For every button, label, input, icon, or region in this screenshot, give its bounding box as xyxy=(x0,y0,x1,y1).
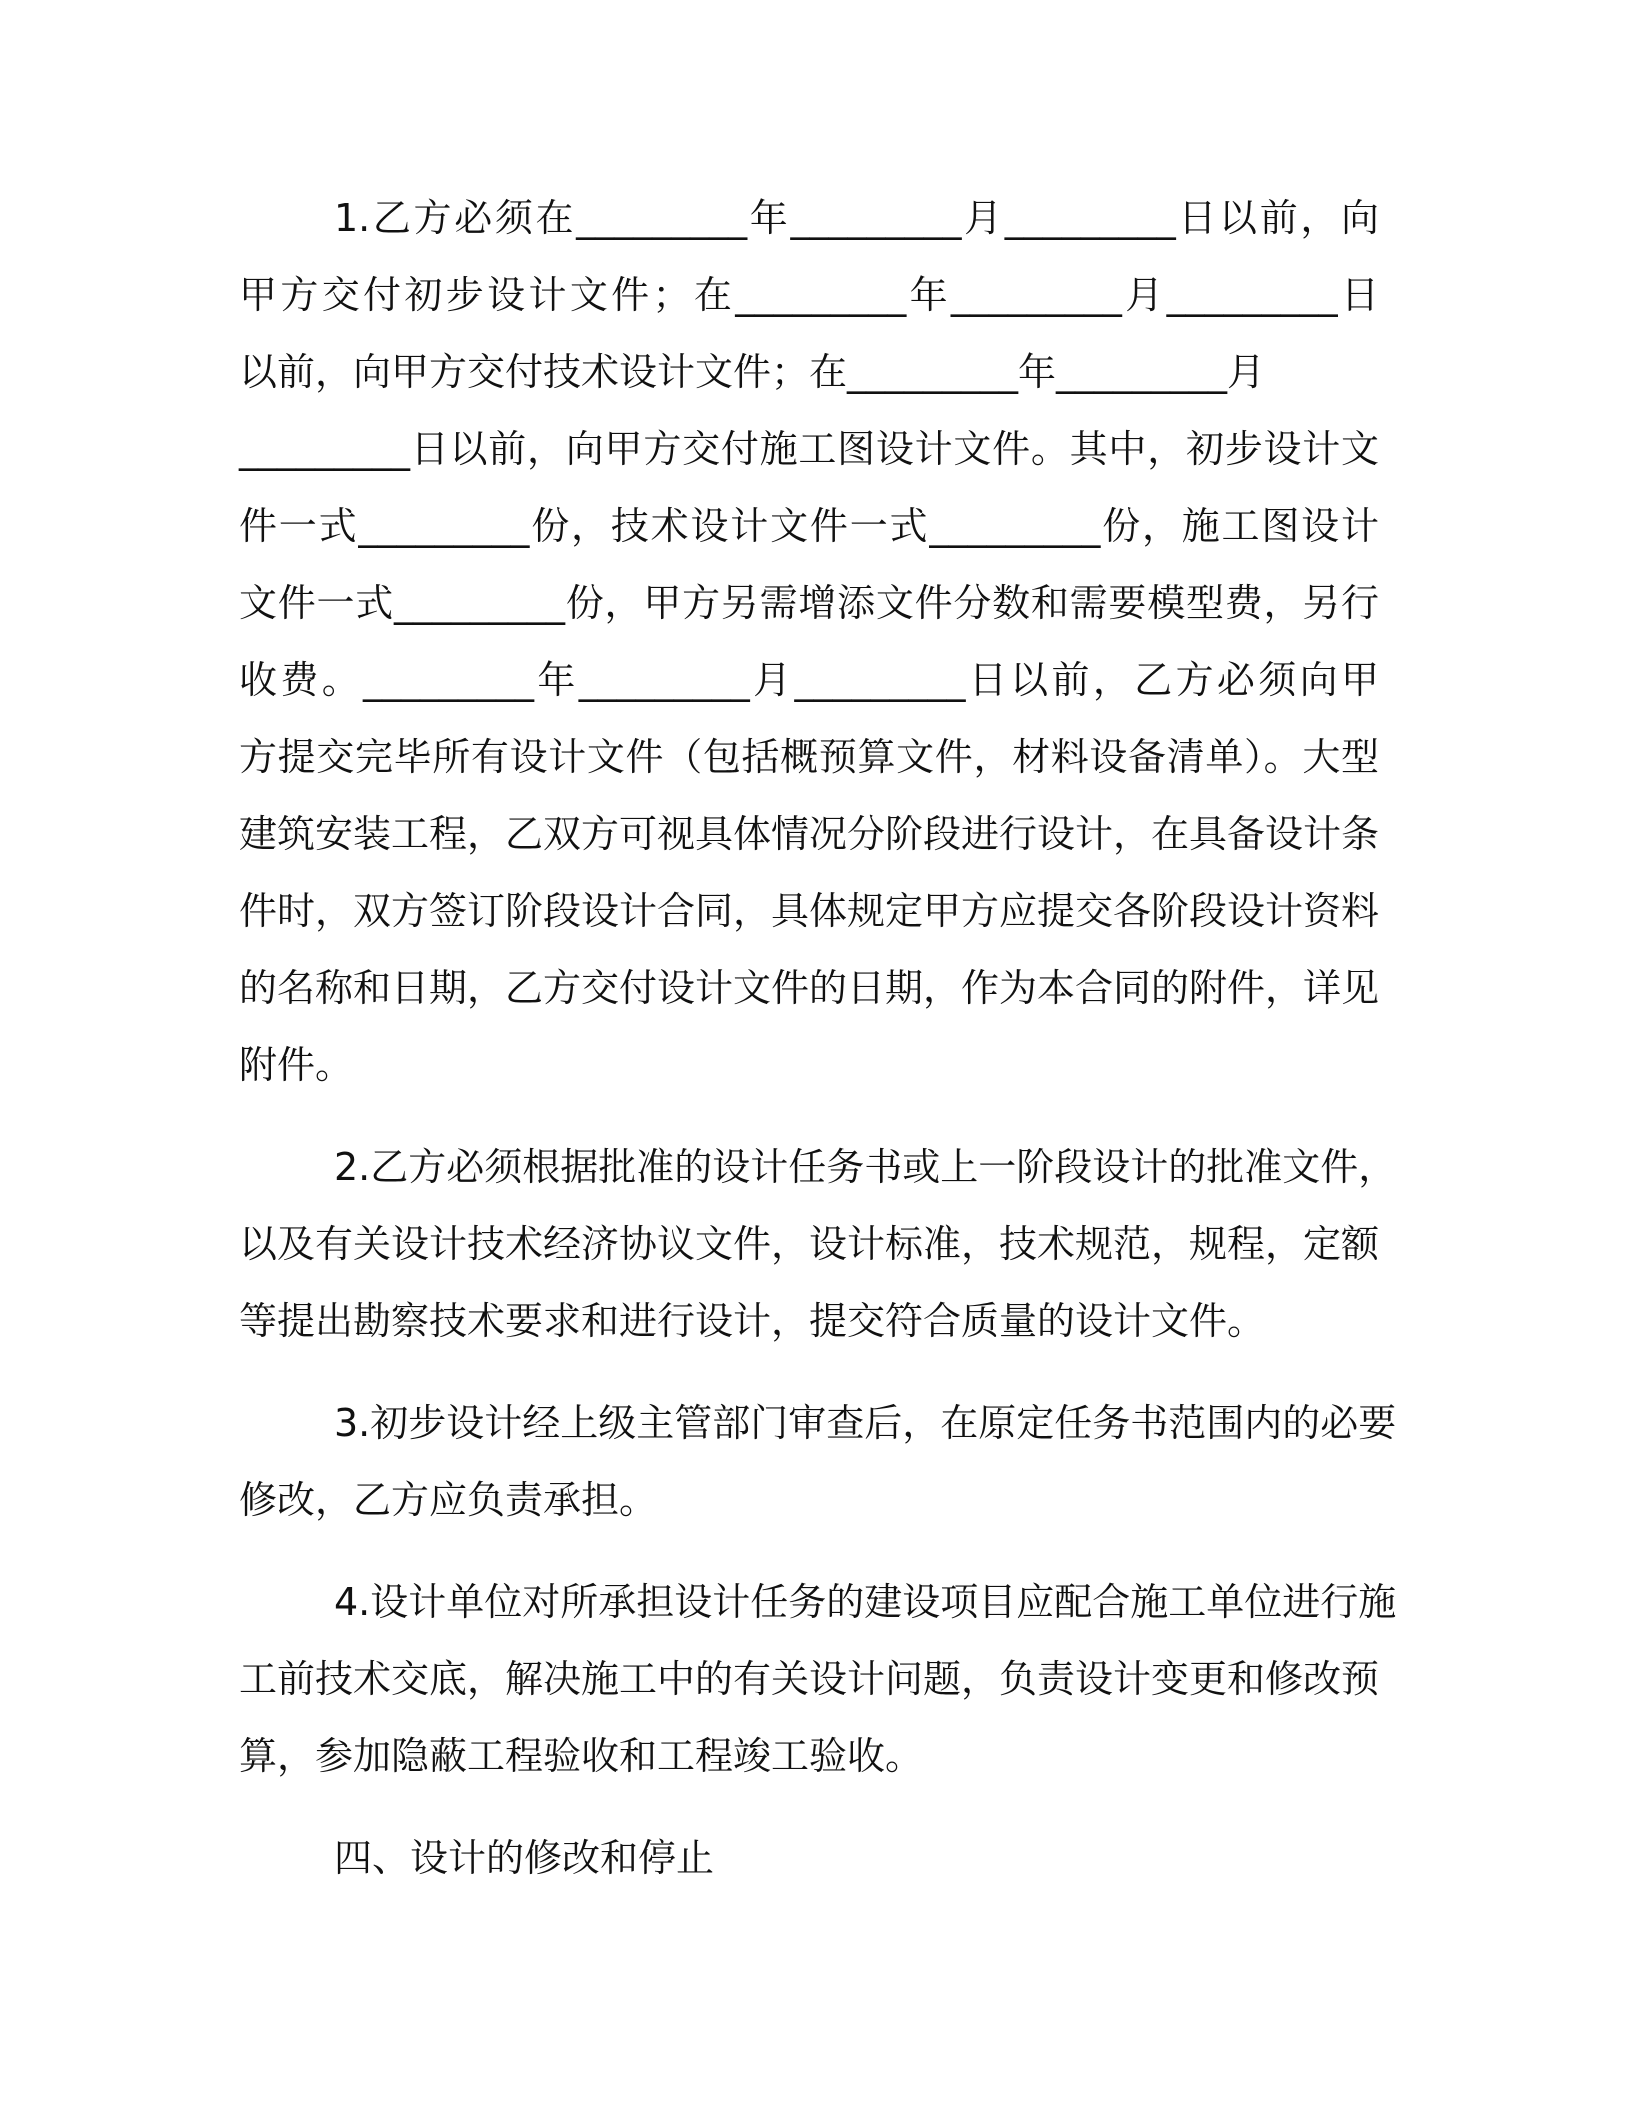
clause-1-line: 1.乙方必须在_________年_________月_________日以前，向 xyxy=(334,196,1379,240)
clause-2-paragraph xyxy=(239,1139,1397,1370)
clause-1-line: 收费。_________年_________月_________日以前，乙方必须向甲 xyxy=(239,658,1379,702)
clause-1-line: _________日以前，向甲方交付施工图设计文件。其中，初步设计文 xyxy=(239,427,1379,471)
clause-1-line: 甲方交付初步设计文件；在_________年_________月_________日 xyxy=(239,273,1379,317)
clause-2-line: 以及有关设计技术经济协议文件，设计标准，技术规范，规程，定额 xyxy=(239,1222,1380,1266)
clause-1-line: 以前，向甲方交付技术设计文件；在_________年_________月 xyxy=(239,350,1266,394)
clause-2-line: 2.乙方必须根据批准的设计任务书或上一阶段设计的批准文件， xyxy=(334,1145,1397,1189)
clause-4-line: 4.设计单位对所承担设计任务的建设项目应配合施工单位进行施 xyxy=(334,1580,1397,1624)
clause-1-line: 件一式_________份，技术设计文件一式_________份，施工图设计 xyxy=(239,504,1379,548)
document-body xyxy=(239,190,1397,1907)
section-4-heading: 四、设计的修改和停止 xyxy=(334,1836,715,1880)
clause-3-line: 3.初步设计经上级主管部门审查后，在原定任务书范围内的必要 xyxy=(334,1401,1397,1445)
clause-1-line: 附件。 xyxy=(239,1043,354,1087)
clause-1-paragraph xyxy=(239,190,1379,1114)
clause-1-line: 的名称和日期，乙方交付设计文件的日期，作为本合同的附件，详见 xyxy=(239,966,1380,1010)
clause-1-line: 建筑安装工程，乙双方可视具体情况分阶段进行设计，在具备设计条 xyxy=(239,812,1380,856)
clause-2-line: 等提出勘察技术要求和进行设计，提交符合质量的设计文件。 xyxy=(239,1299,1266,1343)
clause-1-line: 文件一式_________份，甲方另需增添文件分数和需要模型费，另行 xyxy=(239,581,1379,625)
clause-4-line: 工前技术交底，解决施工中的有关设计问题，负责设计变更和修改预 xyxy=(239,1657,1380,1701)
clause-4-line: 算，参加隐蔽工程验收和工程竣工验收。 xyxy=(239,1734,924,1778)
section-heading xyxy=(239,1830,1379,1907)
clause-3-line: 修改，乙方应负责承担。 xyxy=(239,1478,658,1522)
clause-1-line: 方提交完毕所有设计文件（包括概预算文件，材料设备清单）。大型 xyxy=(239,735,1379,779)
clause-1-line: 件时，双方签订阶段设计合同，具体规定甲方应提交各阶段设计资料 xyxy=(239,889,1380,933)
clause-3-paragraph xyxy=(239,1395,1397,1549)
clause-4-paragraph xyxy=(239,1574,1397,1805)
